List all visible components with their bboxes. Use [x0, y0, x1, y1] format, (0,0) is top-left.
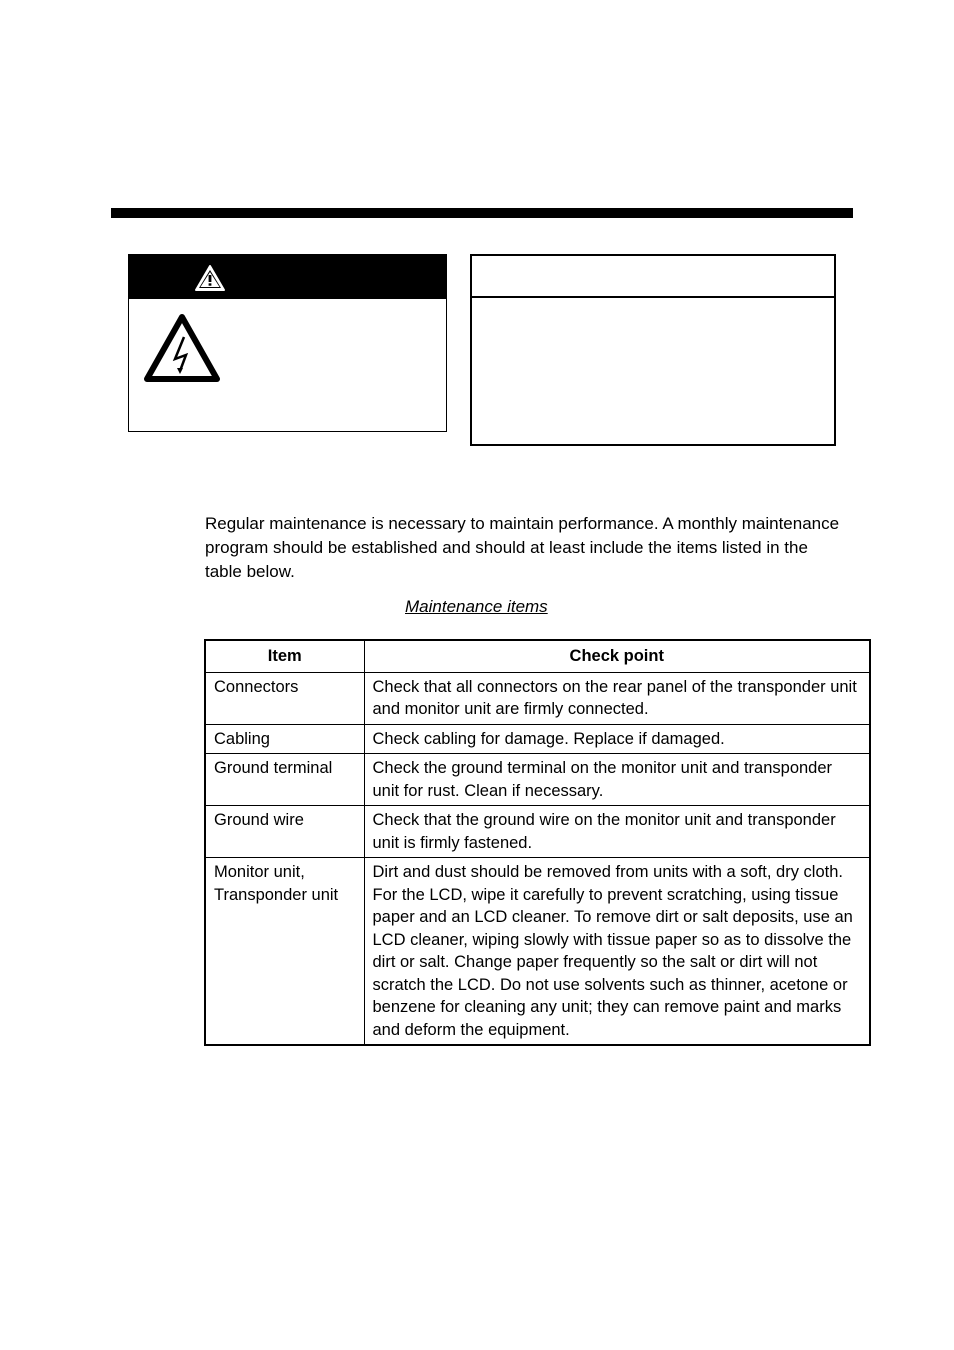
table-caption: Maintenance items [405, 597, 548, 616]
column-header-item: Item [205, 640, 364, 672]
item-cell: Ground terminal [205, 754, 364, 806]
check-point-cell: Check that the ground wire on the monitor unit and transponder unit is firmly fastened. [364, 806, 870, 858]
maintenance-table [204, 639, 871, 1046]
item-cell: Connectors [205, 672, 364, 724]
check-point-cell: Dirt and dust should be removed from units with a soft, dry cloth. For the LCD, wipe it carefully to prevent scratching, using tissue paper and an LCD cleaner. To remove dirt or salt deposits, use an LCD cleaner, wiping slowly with tissue paper so as to dissolve the dirt or salt. Change paper frequently so the salt or dirt will not scratch the LCD. Do not use solvents such as thinner, acetone or benzene for cleaning any unit; they can remove paint and marks and deform the equipment. [364, 858, 870, 1046]
table-row [205, 724, 870, 754]
table-header-row [205, 640, 870, 672]
caution-header [472, 256, 834, 298]
chapter-title-rule [111, 208, 853, 218]
table-row [205, 806, 870, 858]
warning-box [128, 254, 447, 432]
intro-paragraph: Regular maintenance is necessary to maintain performance. A monthly maintenance program should be established and should at least include the items listed in the table below. [205, 514, 840, 581]
warning-triangle-icon [194, 264, 226, 292]
item-cell: Monitor unit, Transponder unit [205, 858, 364, 1046]
column-header-check-point: Check point [364, 640, 870, 672]
check-point-cell: Check cabling for damage. Replace if damaged. [364, 724, 870, 754]
table-row [205, 672, 870, 724]
check-point-cell: Check the ground terminal on the monitor unit and transponder unit for rust. Clean if necessary. [364, 754, 870, 806]
caution-box [470, 254, 836, 446]
check-point-cell: Check that all connectors on the rear panel of the transponder unit and monitor unit are firmly connected. [364, 672, 870, 724]
table-row [205, 754, 870, 806]
warning-header [129, 255, 446, 299]
item-cell: Cabling [205, 724, 364, 754]
electric-shock-icon [143, 313, 221, 383]
item-cell: Ground wire [205, 806, 364, 858]
table-row [205, 858, 870, 1046]
